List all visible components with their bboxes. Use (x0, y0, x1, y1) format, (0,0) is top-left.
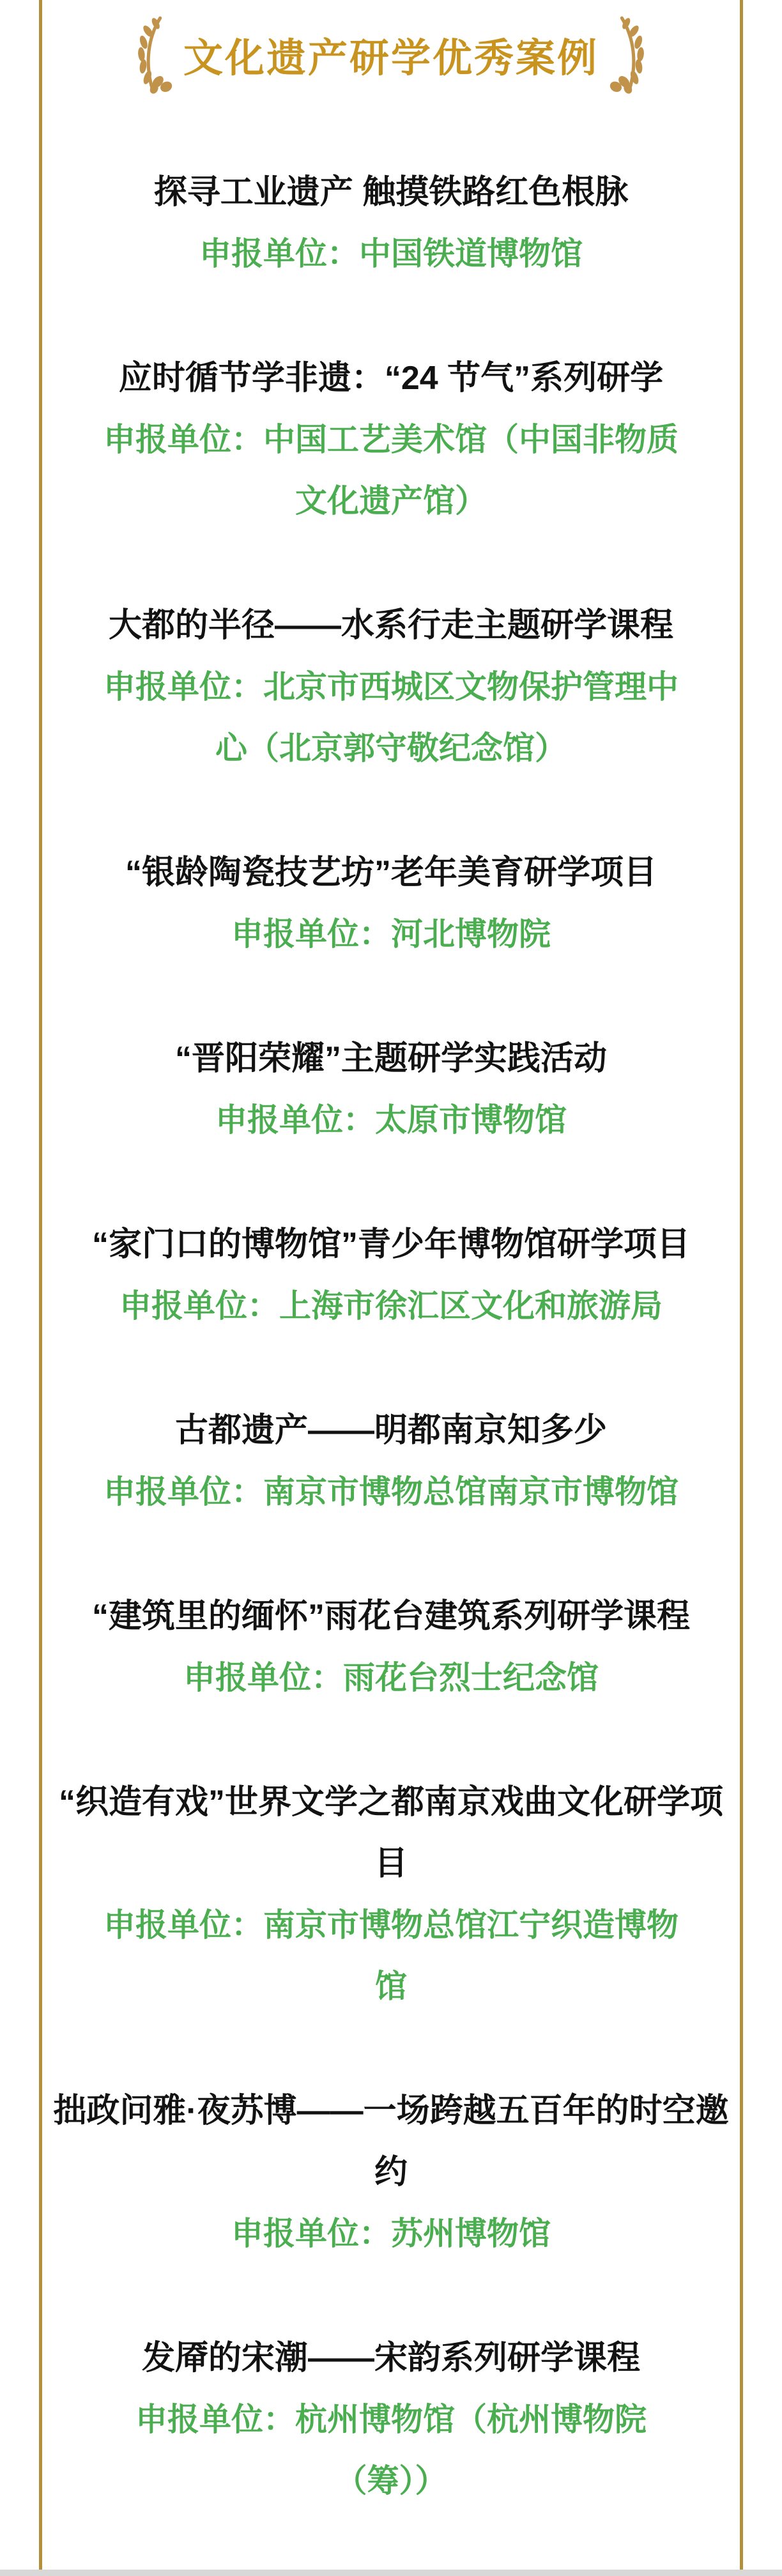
case-applicant-line (97, 2389, 685, 2511)
applicant-name: 太原市博物馆 (375, 1102, 567, 1138)
applicant-prefix-label: 申报单位： (199, 236, 359, 272)
case-title: 应时循节学非遗：“24 节气”系列研学 (118, 360, 664, 397)
case-title: “家门口的博物馆”青少年博物馆研学项目 (91, 1226, 690, 1263)
case-entry (52, 2080, 730, 2264)
bottom-gray-strip (0, 2570, 782, 2576)
case-entry (52, 1214, 730, 1337)
case-title: “织造有戏”世界文学之都南京戏曲文化研学项目 (58, 1784, 723, 1882)
gold-frame-left-rule (39, 0, 42, 2570)
applicant-prefix-label: 申报单位： (103, 1474, 263, 1510)
case-title: 古都遗产——明都南京知多少 (174, 1412, 607, 1449)
case-entry (52, 162, 730, 284)
applicant-prefix-label: 申报单位： (231, 2216, 391, 2251)
applicant-name: 南京市博物总馆南京市博物馆 (263, 1474, 678, 1510)
applicant-prefix-label: 申报单位： (135, 2402, 295, 2437)
applicant-name: 中国工艺美术馆（中国非物质文化遗产馆） (263, 422, 678, 519)
case-title: 拙政问雅·夜苏博——一场跨越五百年的时空邀约 (53, 2092, 729, 2191)
case-applicant-line (97, 1894, 685, 2017)
applicant-name: 中国铁道博物馆 (359, 236, 583, 272)
case-entry (52, 348, 730, 532)
case-entry (52, 842, 730, 965)
case-entry (52, 2327, 730, 2511)
applicant-prefix-label: 申报单位： (215, 1102, 375, 1138)
case-title: 发厣的宋潮——宋韵系列研学课程 (141, 2340, 640, 2377)
case-applicant-line (97, 409, 685, 532)
applicant-prefix-label: 申报单位： (103, 669, 263, 705)
case-entry (52, 1586, 730, 1708)
case-applicant-line (97, 2203, 685, 2264)
article-body (52, 0, 730, 2511)
applicant-name: 上海市徐汇区文化和旅游局 (279, 1288, 663, 1324)
case-entry (52, 1400, 730, 1522)
case-applicant-line (97, 1461, 685, 1522)
case-applicant-line (97, 656, 685, 779)
wheat-branch-right-icon (608, 13, 663, 95)
case-title: “建筑里的缅怀”雨花台建筑系列研学课程 (91, 1598, 690, 1635)
applicant-name: 河北博物院 (391, 916, 551, 952)
page-title: 文化遗产研学优秀案例 (183, 36, 599, 80)
applicant-prefix-label: 申报单位： (103, 422, 263, 457)
applicant-prefix-label: 申报单位： (119, 1288, 279, 1324)
case-title: 探寻工业遗产 触摸铁路红色根脉 (153, 174, 629, 211)
wheat-branch-left-icon (119, 13, 174, 95)
applicant-name: 南京市博物总馆江宁织造博物馆 (263, 1907, 678, 2004)
applicant-name: 雨花台烈士纪念馆 (343, 1660, 599, 1696)
case-title: “晋阳荣耀”主题研学实践活动 (174, 1040, 607, 1077)
case-title: 大都的半径——水系行走主题研学课程 (108, 607, 673, 644)
case-applicant-line (97, 903, 685, 965)
case-applicant-line (97, 223, 685, 284)
gold-frame-right-rule (740, 0, 743, 2570)
case-entry (52, 1028, 730, 1151)
applicant-prefix-label: 申报单位： (231, 916, 391, 952)
applicant-name: 苏州博物馆 (391, 2216, 551, 2251)
applicant-prefix-label: 申报单位： (103, 1907, 263, 1943)
applicant-name: 北京市西城区文物保护管理中心（北京郭守敬纪念馆） (215, 669, 678, 766)
applicant-prefix-label: 申报单位： (183, 1660, 343, 1696)
case-entry (52, 595, 730, 779)
case-applicant-line (97, 1089, 685, 1151)
case-applicant-line (97, 1647, 685, 1708)
case-entry (52, 1772, 730, 2017)
section-header (52, 10, 730, 98)
case-title: “银龄陶瓷技艺坊”老年美育研学项目 (125, 854, 657, 891)
case-list (52, 162, 730, 2511)
case-applicant-line (97, 1275, 685, 1337)
applicant-name: 杭州博物馆（杭州博物院（筹）） (295, 2402, 647, 2499)
